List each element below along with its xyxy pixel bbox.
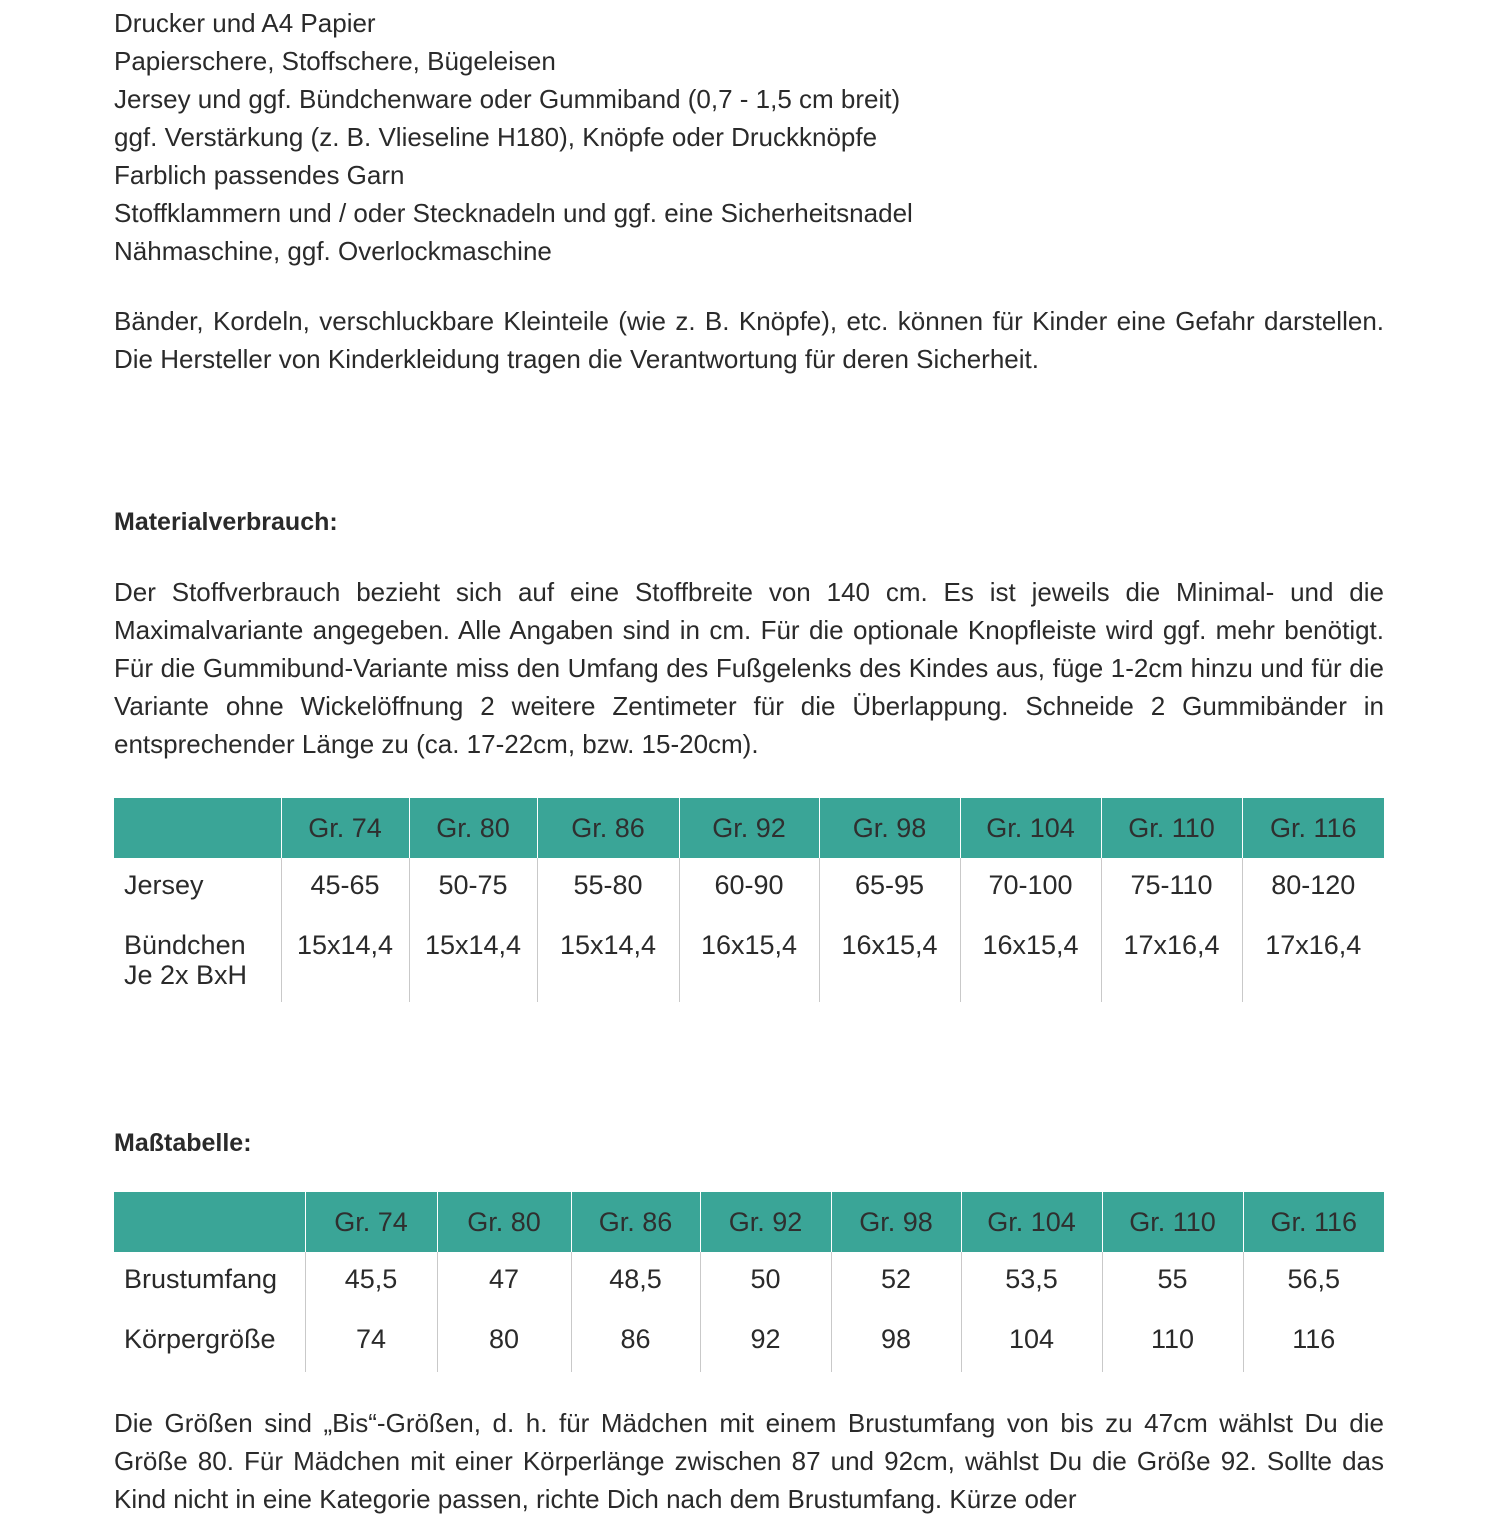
table-cell: 74 [305, 1312, 437, 1372]
table-header-cell: Gr. 80 [437, 1192, 571, 1252]
table-cell: 45-65 [281, 858, 409, 918]
table-cell: 80-120 [1242, 858, 1384, 918]
table-cell: 50 [700, 1252, 831, 1312]
measure-heading: Maßtabelle: [114, 1129, 252, 1157]
table-cell: 92 [700, 1312, 831, 1372]
list-item: Papierschere, Stoffschere, Bügeleisen [114, 46, 556, 76]
table-cell: 55 [1102, 1252, 1243, 1312]
table-header-cell: Gr. 74 [305, 1192, 437, 1252]
table-header-cell: Gr. 104 [961, 1192, 1102, 1252]
table-header-cell: Gr. 74 [281, 798, 409, 858]
list-item: Jersey und ggf. Bündchenware oder Gummiband (0,7 - 1,5 cm breit) [114, 84, 901, 114]
list-item: Farblich passendes Garn [114, 160, 405, 190]
table-cell: 50-75 [409, 858, 537, 918]
material-heading: Materialverbrauch: [114, 508, 338, 536]
table-header-cell: Gr. 116 [1243, 1192, 1384, 1252]
table-header-cell: Gr. 80 [409, 798, 537, 858]
materials-list [114, 4, 913, 270]
safety-note: Bänder, Kordeln, verschluckbare Kleinteile (wie z. B. Knöpfe), etc. können für Kinder eine Gefahr darstellen. Die Hersteller von Kinderkleidung tragen die Verantwortung für deren Sicherheit. [114, 306, 1384, 374]
row-label: Brustumfang [124, 1264, 278, 1294]
row-label-line: Bündchen [124, 930, 246, 960]
table-cell: 104 [961, 1312, 1102, 1372]
table-row [114, 858, 1384, 918]
table-row [114, 1312, 1384, 1372]
table-cell: 86 [571, 1312, 700, 1372]
table-header-cell: Gr. 104 [960, 798, 1101, 858]
table-cell: 98 [831, 1312, 961, 1372]
table-header-cell: Gr. 92 [679, 798, 819, 858]
table-cell: 15x14,4 [281, 918, 409, 1002]
table-header-cell: Gr. 110 [1102, 1192, 1243, 1252]
table-cell: 70-100 [960, 858, 1101, 918]
table-cell: 80 [437, 1312, 571, 1372]
table-cell: 17x16,4 [1242, 918, 1384, 1002]
row-label: Körpergröße [124, 1324, 276, 1354]
table-header-cell: Gr. 86 [571, 1192, 700, 1252]
table-cell: 56,5 [1243, 1252, 1384, 1312]
table-row [114, 1252, 1384, 1312]
list-item: Drucker und A4 Papier [114, 8, 376, 38]
table-header-row [114, 1192, 1384, 1252]
table-cell: 116 [1243, 1312, 1384, 1372]
table-header-cell: Gr. 116 [1242, 798, 1384, 858]
list-item: Nähmaschine, ggf. Overlockmaschine [114, 236, 552, 266]
table-cell: 47 [437, 1252, 571, 1312]
table-cell: 75-110 [1101, 858, 1242, 918]
list-item: ggf. Verstärkung (z. B. Vlieseline H180), Knöpfe oder Druckknöpfe [114, 122, 878, 152]
table-header-cell: Gr. 92 [700, 1192, 831, 1252]
table-cell: 53,5 [961, 1252, 1102, 1312]
table-cell: 15x14,4 [537, 918, 679, 1002]
table-cell: 60-90 [679, 858, 819, 918]
row-label: Jersey [124, 870, 204, 900]
row-label-line: Je 2x BxH [124, 960, 248, 990]
size-explanation: Die Größen sind „Bis“-Größen, d. h. für Mädchen mit einem Brustumfang von bis zu 47cm wählst Du die Größe 80. Für Mädchen mit einer Körperlänge zwischen 87 und 92cm, wählst Du die Größe 92. Sollte das Kind nicht in eine Kategorie passen, richte Dich nach dem Brustumfang. Kürze oder [114, 1408, 1384, 1514]
table-row [114, 918, 1384, 1002]
table-cell: 65-95 [819, 858, 960, 918]
table-cell: 110 [1102, 1312, 1243, 1372]
table-header-row [114, 798, 1384, 858]
material-table [114, 798, 1384, 1002]
table-cell: 45,5 [305, 1252, 437, 1312]
list-item: Stoffklammern und / oder Stecknadeln und ggf. eine Sicherheitsnadel [114, 198, 913, 228]
table-cell: 55-80 [537, 858, 679, 918]
measure-table [114, 1192, 1384, 1372]
table-header-cell: Gr. 110 [1101, 798, 1242, 858]
table-header-cell [114, 798, 281, 858]
table-cell: 52 [831, 1252, 961, 1312]
table-cell: 48,5 [571, 1252, 700, 1312]
table-header-cell [114, 1192, 305, 1252]
row-label [114, 918, 281, 1002]
table-header-cell: Gr. 98 [831, 1192, 961, 1252]
table-cell: 17x16,4 [1101, 918, 1242, 1002]
table-cell: 16x15,4 [819, 918, 960, 1002]
table-header-cell: Gr. 98 [819, 798, 960, 858]
table-cell: 16x15,4 [679, 918, 819, 1002]
table-cell: 15x14,4 [409, 918, 537, 1002]
material-description: Der Stoffverbrauch bezieht sich auf eine Stoffbreite von 140 cm. Es ist jeweils die Minimal- und die Maximalvariante angegeben. Alle Angaben sind in cm. Für die optionale Knopfleiste wird ggf. mehr benötigt. Für die Gummibund-Variante miss den Umfang des Fußgelenks des Kindes aus, füge 1-2cm hinzu und für die Variante ohne Wickelöffnung 2 weitere Zentimeter für die Überlappung. Schneide 2 Gummibänder in entsprechender Länge zu (ca. 17-22cm, bzw. 15-20cm). [114, 577, 1384, 759]
table-cell: 16x15,4 [960, 918, 1101, 1002]
table-header-cell: Gr. 86 [537, 798, 679, 858]
